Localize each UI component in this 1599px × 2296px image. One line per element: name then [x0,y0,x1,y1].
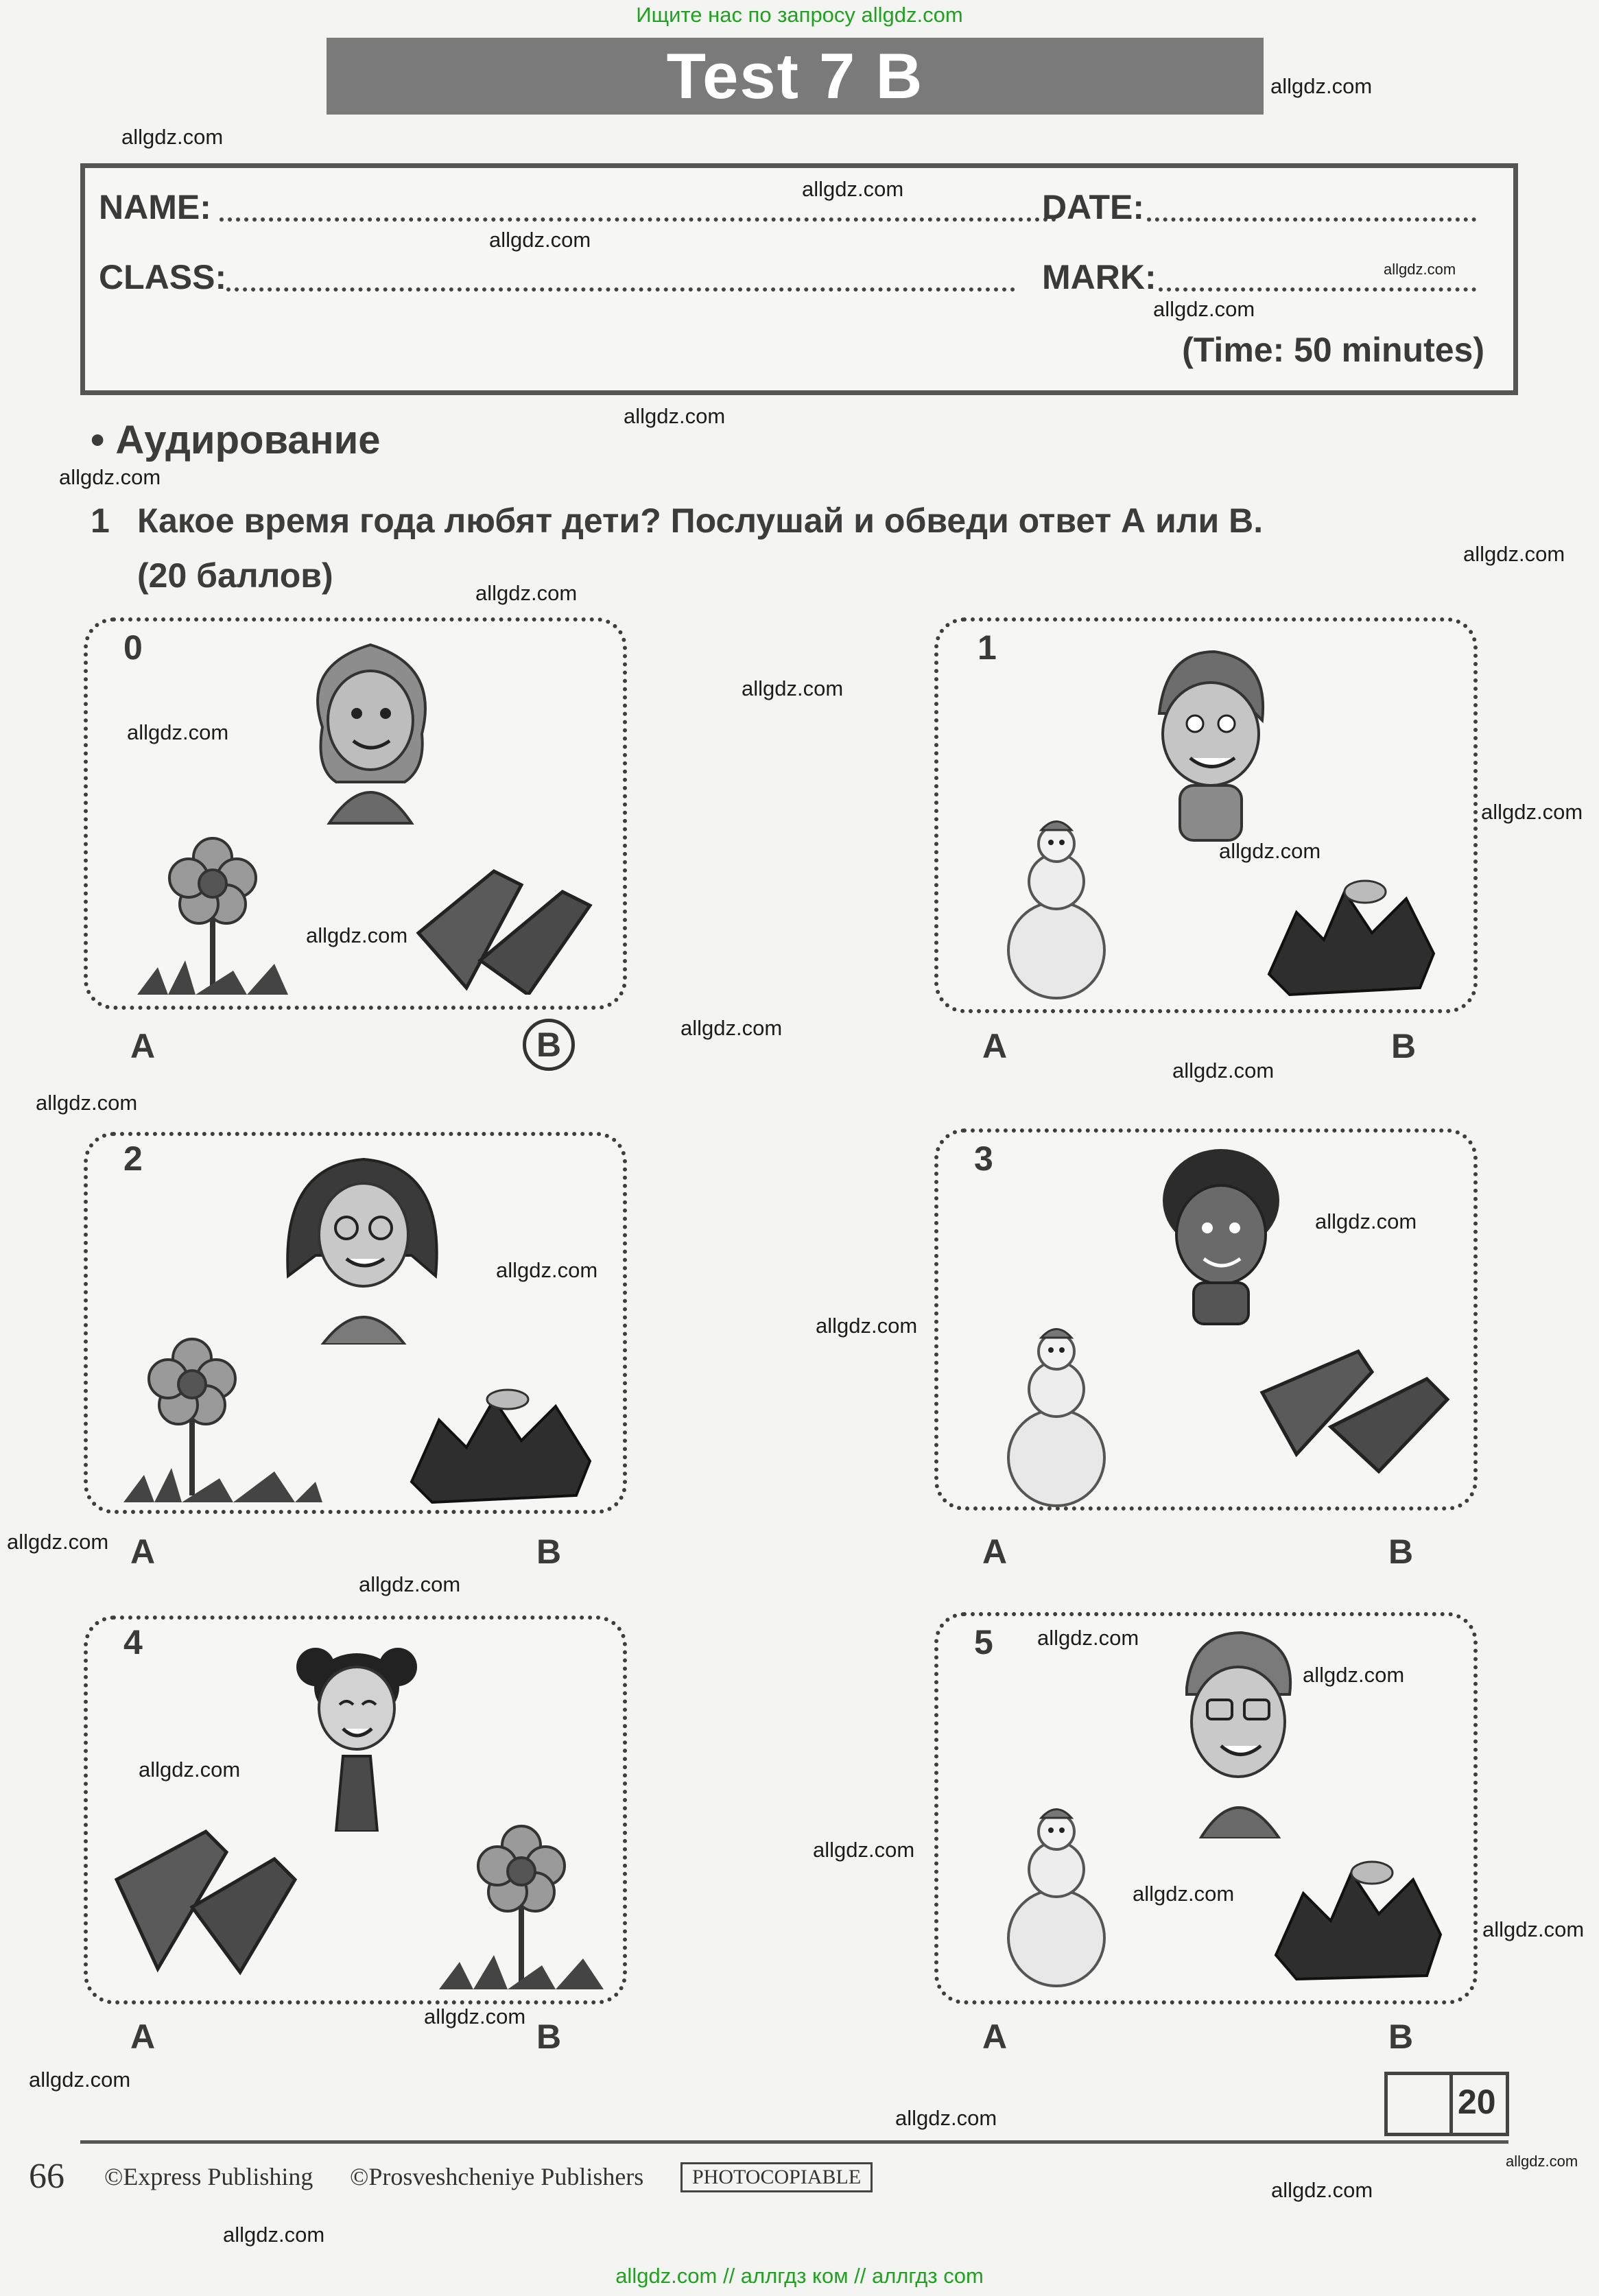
option-a[interactable]: A [130,1532,156,1571]
mark-label: MARK: [1042,258,1157,296]
snowman-picture [988,816,1125,1002]
snowman-picture [988,1324,1125,1509]
score-max: 20 [1458,2083,1496,2121]
item-number: 1 [978,628,997,667]
watermark: allgdz.com [29,2068,131,2092]
watermark: allgdz.com [1482,1917,1585,1941]
option-a[interactable]: A [982,2017,1008,2056]
watermark: allgdz.com [1463,542,1565,566]
flower-picture [117,1324,322,1509]
option-a[interactable]: A [982,1532,1008,1571]
watermark: allgdz.com [1270,74,1373,98]
watermark: allgdz.com [680,1016,783,1040]
flower-picture [439,1811,611,1996]
watermark: allgdz.com [1153,297,1255,321]
watermark: allgdz.com [1384,261,1456,278]
watermark: allgdz.com [1315,1209,1417,1233]
option-b[interactable]: B [1391,1027,1417,1065]
watermark: allgdz.com [424,2004,526,2028]
watermark: allgdz.com [742,676,844,700]
name-line[interactable] [220,217,1056,222]
class-line[interactable] [226,287,1015,292]
section-heading: • Аудирование [91,418,381,462]
footer-rule [80,2140,1508,2144]
name-label: NAME: [99,188,211,226]
top-site-link[interactable]: Ищите нас по запросу allgdz.com [636,3,963,27]
time-limit: (Time: 50 minutes) [1182,331,1484,369]
flippers-picture [110,1825,309,1976]
autumn-leaves-picture [405,1386,604,1509]
child-boy-portrait [1125,638,1290,844]
watermark: allgdz.com [1506,2153,1578,2170]
watermark: allgdz.com [816,1314,918,1338]
watermark: allgdz.com [624,404,726,428]
watermark: allgdz.com [139,1757,241,1782]
watermark: allgdz.com [1219,839,1321,863]
student-info-box [80,163,1518,395]
item-number: 5 [974,1623,993,1661]
watermark: allgdz.com [59,465,161,489]
watermark: allgdz.com [359,1572,461,1596]
option-a[interactable]: A [130,2017,156,2056]
task-points: (20 баллов) [137,556,333,595]
option-a[interactable]: A [982,1027,1008,1065]
watermark: allgdz.com [306,923,408,947]
watermark: allgdz.com [127,720,229,744]
item-number: 2 [123,1139,143,1178]
score-box-divider [1449,2075,1453,2133]
watermark: allgdz.com [802,177,904,201]
watermark: allgdz.com [895,2106,997,2130]
task-number: 1 [91,501,110,540]
task-instruction: Какое время года любят дети? Послушай и обведи ответ А или В. [137,501,1264,540]
date-label: DATE: [1042,188,1145,226]
child-girl-glasses-portrait [274,1139,453,1345]
option-b-circled[interactable]: B [523,1019,575,1071]
watermark: allgdz.com [1037,1626,1139,1650]
mark-line[interactable] [1159,287,1476,292]
item-number: 4 [123,1623,143,1661]
watermark: allgdz.com [7,1530,109,1554]
child-girl-portrait [288,624,453,830]
option-b[interactable]: B [536,1532,562,1571]
option-b[interactable]: B [536,2017,562,2056]
watermark: allgdz.com [223,2223,325,2247]
watermark: allgdz.com [1172,1058,1275,1082]
watermark: allgdz.com [1271,2178,1373,2202]
watermark: allgdz.com [1481,800,1583,824]
watermark: allgdz.com [36,1091,138,1115]
watermark: allgdz.com [489,228,591,252]
flippers-picture [1255,1338,1454,1475]
watermark: allgdz.com [1303,1663,1405,1687]
item-number: 3 [974,1139,993,1178]
watermark: allgdz.com [496,1258,598,1282]
photocopiable-badge: PHOTOCOPIABLE [680,2162,873,2192]
option-b[interactable]: B [1388,2017,1414,2056]
bottom-site-links[interactable]: allgdz.com // аллгдз ком // аллгдз com [615,2264,984,2288]
score-box [1384,2072,1509,2136]
option-a[interactable]: A [130,1027,156,1065]
child-boy-glasses-portrait [1159,1619,1317,1838]
watermark: allgdz.com [1133,1882,1235,1906]
date-line[interactable] [1147,217,1476,222]
option-b[interactable]: B [1388,1532,1414,1571]
watermark: allgdz.com [121,125,224,149]
watermark: allgdz.com [813,1838,915,1862]
publisher-prosveshcheniye: ©Prosveshcheniye Publishers [350,2163,644,2190]
autumn-leaves-picture [1269,1852,1454,1989]
page-number: 66 [29,2157,64,2196]
snowman-picture [988,1804,1125,1989]
test-title-bar [327,38,1264,115]
test-title: Test 7 B [666,40,924,112]
child-boy-curly-portrait [1152,1139,1290,1331]
flower-picture [130,823,309,1002]
publisher-express: ©Express Publishing [104,2163,313,2190]
class-label: CLASS: [99,258,227,296]
flippers-picture [412,857,604,995]
watermark: allgdz.com [475,581,578,605]
child-girl-buns-portrait [295,1626,418,1832]
item-number: 0 [123,628,143,667]
autumn-leaves-picture [1262,871,1447,1002]
